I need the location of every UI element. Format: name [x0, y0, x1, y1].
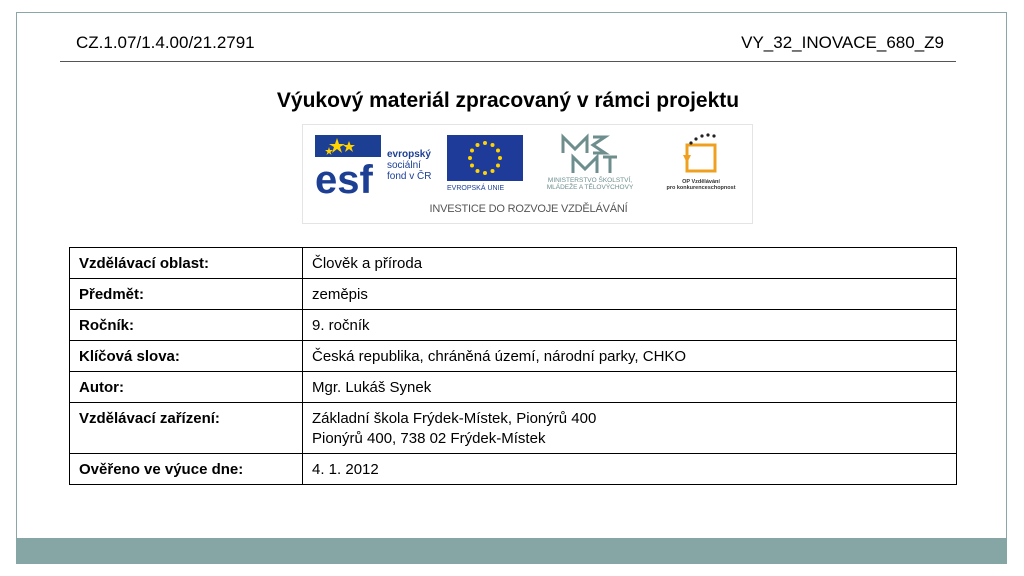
table-row	[70, 372, 957, 403]
msmt-logo	[525, 133, 655, 199]
msmt-line-1: MINISTERSTVO ŠKOLSTVÍ,	[547, 177, 633, 184]
esf-logo	[315, 135, 435, 197]
eu-star-icon	[483, 141, 487, 145]
info-table	[69, 247, 957, 485]
row-value-line-1: Základní škola Frýdek-Místek, Pionýrů 400	[312, 410, 597, 427]
eu-star-icon	[491, 169, 495, 173]
eu-logo	[447, 135, 525, 197]
eu-star-icon	[491, 143, 495, 147]
esf-mark-icon	[315, 135, 381, 197]
row-label: Klíčová slova:	[70, 341, 303, 372]
row-value: Člověk a příroda	[303, 248, 957, 279]
row-label: Autor:	[70, 372, 303, 403]
table-row	[70, 279, 957, 310]
op-logo	[659, 131, 743, 201]
row-value: zeměpis	[303, 279, 957, 310]
msmt-line-2: MLÁDEŽE A TĚLOVÝCHOVY	[546, 184, 634, 191]
project-code: CZ.1.07/1.4.00/21.2791	[76, 33, 255, 52]
eu-star-icon	[476, 169, 480, 173]
eu-star-icon	[470, 164, 474, 168]
row-label: Ověřeno ve výuce dne:	[70, 454, 303, 485]
investice-slogan: INVESTICE DO ROZVOJE VZDĚLÁVÁNÍ	[429, 203, 628, 215]
table-row	[70, 341, 957, 372]
table-row	[70, 310, 957, 341]
esf-line-3: fond v ČR	[387, 171, 432, 182]
page-title: Výukový materiál zpracovaný v rámci projektu	[276, 89, 740, 112]
esf-line-1: evropský	[387, 149, 431, 160]
table-row	[70, 248, 957, 279]
table-row	[70, 454, 957, 485]
row-label: Předmět:	[70, 279, 303, 310]
op-line-1: OP Vzdělávání	[682, 179, 720, 185]
eu-flag-icon	[447, 135, 523, 181]
row-label: Vzdělávací zařízení:	[70, 403, 303, 454]
eu-label: EVROPSKÁ UNIE	[447, 185, 505, 192]
row-value: 4. 1. 2012	[303, 454, 957, 485]
row-label: Ročník:	[70, 310, 303, 341]
eu-star-icon	[476, 143, 480, 147]
row-value: 9. ročník	[303, 310, 957, 341]
eu-star-icon	[496, 149, 500, 153]
row-value: Mgr. Lukáš Synek	[303, 372, 957, 403]
eu-star-icon	[470, 149, 474, 153]
row-value: Česká republika, chráněná území, národní parky, CHKO	[303, 341, 957, 372]
esf-line-2: sociální	[387, 160, 421, 171]
footer-bar	[16, 538, 1007, 564]
table-row	[70, 403, 957, 454]
msmt-mark-icon	[559, 133, 621, 177]
logo-strip	[302, 124, 753, 224]
op-line-2: pro konkurenceschopnost	[666, 185, 736, 191]
op-mark-icon	[679, 131, 725, 177]
eu-star-icon	[498, 156, 502, 160]
eu-star-icon	[496, 164, 500, 168]
row-label: Vzdělávací oblast:	[70, 248, 303, 279]
eu-star-icon	[483, 171, 487, 175]
header-divider	[60, 61, 956, 62]
material-code: VY_32_INOVACE_680_Z9	[741, 33, 944, 52]
esf-mark-text: esf	[315, 158, 373, 197]
row-value-line-2: Pionýrů 400, 738 02 Frýdek-Místek	[312, 430, 546, 447]
eu-star-icon	[468, 156, 472, 160]
row-value	[303, 403, 957, 454]
